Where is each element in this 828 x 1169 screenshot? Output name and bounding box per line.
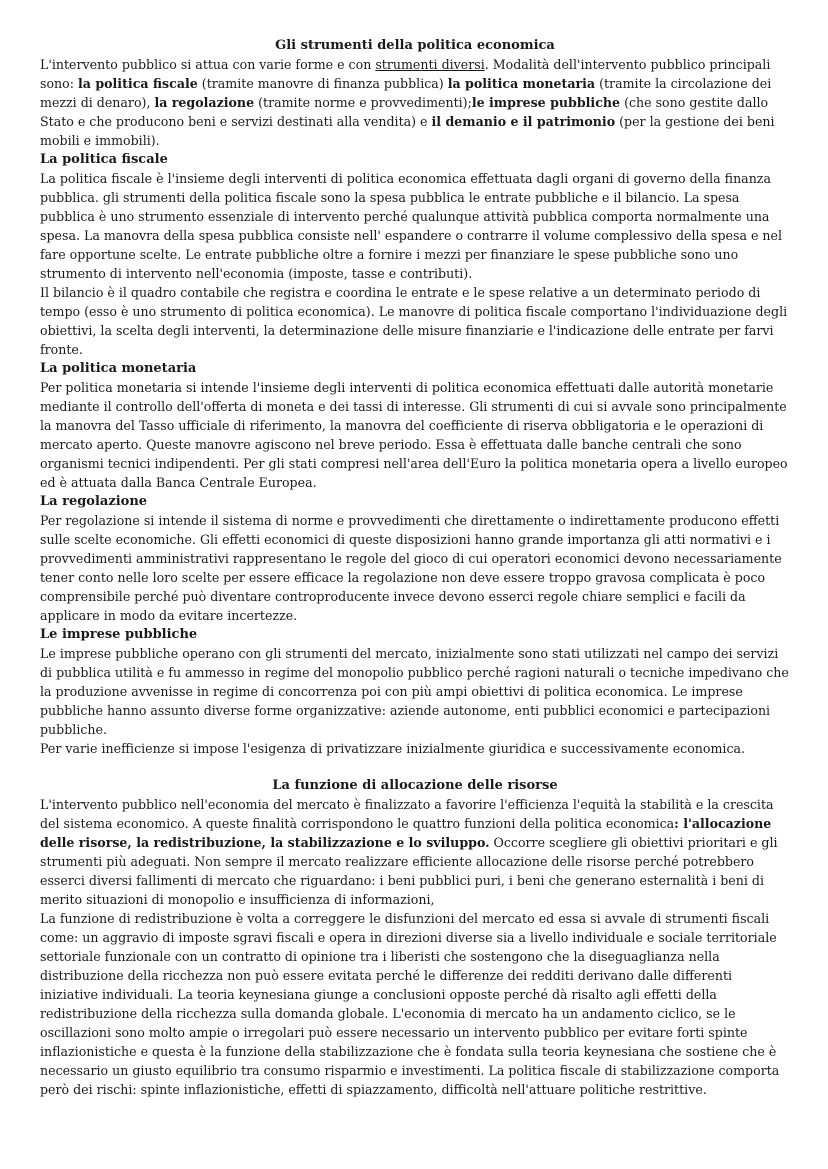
bold-term: la politica monetaria xyxy=(447,76,596,91)
intro-paragraph: L'intervento pubblico si attua con varie forme e con strumenti diversi. Modalità dell'intervento pubblico principali sono: la politica fiscale (tramite manovre di finanza pubblica) la politica monetaria (tramite la circolazione dei mezzi di denaro), la regolazione (tramite norme e provvedimenti);le imprese pubbliche (che sono gestite dallo Stato e che producono beni e servizi destinati alla vendita) e il demanio e il patrimonio (per la gestione dei beni mobili e immobili). xyxy=(40,57,775,148)
bold-term: : l'allocazione delle risorse, la redistribuzione, la stabilizzazione e lo sviluppo. xyxy=(40,816,772,850)
allocation-paragraph-1: L'intervento pubblico nell'economia del mercato è finalizzato a favorire l'efficienza l'equità la stabilità e la crescita del sistema economico. A queste finalità corrispondono le quattro funzioni della politica economica: l'allocazione delle risorse, la redistribuzione, la stabilizzazione e lo sviluppo. Occorre scegliere gli obiettivi prioritari e gli strumenti più adeguati. Non sempre il mercato realizzare efficiente allocazione delle risorse perché potrebbero esserci diversi fallimenti di mercato che riguardano: i beni pubblici puri, i beni che generano esternalità i beni di merito situazioni di monopolio e insufficienza di informazioni, xyxy=(40,797,778,907)
document-title: Gli strumenti della politica economica xyxy=(275,38,555,53)
enterprises-paragraph-1: Le imprese pubbliche operano con gli strumenti del mercato, inizialmente sono stati utilizzati nel campo dei servizi di pubblica utilità e fu ammesso in regime del monopolio pubblico perché ragioni naturali o tecniche impedivano che la produzione avvenisse in regime di concorrenza poi con più ampi obiettivi di politica economica. Le imprese pubbliche hanno assunto diverse forme organizzative: aziende autonome, enti pubblici economici e partecipazioni pubbliche. xyxy=(40,646,789,737)
bold-term: la regolazione xyxy=(154,95,255,110)
monetary-paragraph: Per politica monetaria si intende l'insieme degli interventi di politica economica effettuati dalle autorità monetarie mediante il controllo dell'offerta di moneta e dei tassi di interesse. Gli strumenti di cui si avvale sono principalmente la manovra del Tasso ufficiale di riferimento, la manovra del coefficiente di riserva obbligatoria e le operazioni di mercato aperto. Queste manovre agiscono nel breve periodo. Essa è effettuata dalle banche centrali che sono organismi tecnici indipendenti. Per gli stati compresi nell'area dell'Euro la politica monetaria opera a livello europeo ed è attuata dalla Banca Centrale Europea. xyxy=(40,380,788,490)
enterprises-paragraph-2: Per varie inefficienze si impose l'esigenza di privatizzare inizialmente giuridica e successivamente economica. xyxy=(40,741,746,756)
regulation-paragraph: Per regolazione si intende il sistema di norme e provvedimenti che direttamente o indirettamente producono effetti sulle scelte economiche. Gli effetti economici di queste disposizioni hanno grande importanza gli atti normativi e i provvedimenti amministrativi rappresentano le regole del gioco di cui operatori economici devono necessariamente tener conto nelle loro scelte per essere efficace la regolazione non deve essere troppo gravosa complicata è poco comprensibile perché può diventare controproducente invece devono esserci regole chiare semplici e facili da applicare in modo da evitare incertezze. xyxy=(40,513,782,623)
fiscal-paragraph-2: Il bilancio è il quadro contabile che registra e coordina le entrate e le spese relative a un determinato periodo di tempo (esso è uno strumento di politica economica). Le manovre di politica fiscale comportano l'individuazione degli obiettivi, la scelta degli interventi, la determinazione delle misure finanziarie e l'indicazione delle entrate per farvi fronte. xyxy=(40,285,788,357)
heading-regulation: La regolazione xyxy=(40,494,148,509)
allocation-paragraph-2: La funzione di redistribuzione è volta a correggere le disfunzioni del mercato ed essa si avvale di strumenti fiscali come: un aggravio di imposte sgravi fiscali e opera in direzioni diverse sia a livello individuale e sociale territoriale settoriale funzionale con un contratto di opinione tra i liberisti che sostengono che la diseguaglianza nella distribuzione della ricchezza non può essere evitata perché le differenze dei redditi derivano dalle differenti iniziative individuali. La teoria keynesiana giunge a conclusioni opposte perché dà risalto agli effetti della redistribuzione della ricchezza sulla domanda globale. L'economia di mercato ha un andamento ciclico, se le oscillazioni sono molto ampie o irregolari può essere necessario un intervento pubblico per evitare forti spinte inflazionistiche e questa è la funzione della stabilizzazione che è fondata sulla teoria keynesiana che sostiene che è necessario un giusto equilibrio tra consumo risparmio e investimenti. La politica fiscale di stabilizzazione comporta però dei rischi: spinte inflazionistiche, effetti di spiazzamento, difficoltà nell'attuare politiche restrittive. xyxy=(40,911,780,1097)
bold-term: la politica fiscale xyxy=(77,76,198,91)
heading-monetary-policy: La politica monetaria xyxy=(40,361,197,376)
bold-term: il demanio e il patrimonio xyxy=(431,114,616,129)
section-title-allocation: La funzione di allocazione delle risorse xyxy=(272,778,558,793)
heading-fiscal-policy: La politica fiscale xyxy=(40,152,168,167)
fiscal-paragraph-1: La politica fiscale è l'insieme degli interventi di politica economica effettuata dagli organi di governo della finanza pubblica. gli strumenti della politica fiscale sono la spesa pubblica le entrate pubbliche e il bilancio. La spesa pubblica è uno strumento essenziale di intervento perché qualunque attività pubblica comporta normalmente una spesa. La manovra della spesa pubblica consiste nell' espandere o contrarre il volume complessivo della spesa e nel fare opportune scelte. Le entrate pubbliche oltre a fornire i mezzi per finanziare le spese pubbliche sono uno strumento di intervento nell'economia (imposte, tasse e contributi). xyxy=(40,171,783,281)
underlined-term: strumenti diversi xyxy=(375,57,485,72)
bold-term: le imprese pubbliche xyxy=(471,95,621,110)
heading-public-enterprises: Le imprese pubbliche xyxy=(40,627,198,642)
